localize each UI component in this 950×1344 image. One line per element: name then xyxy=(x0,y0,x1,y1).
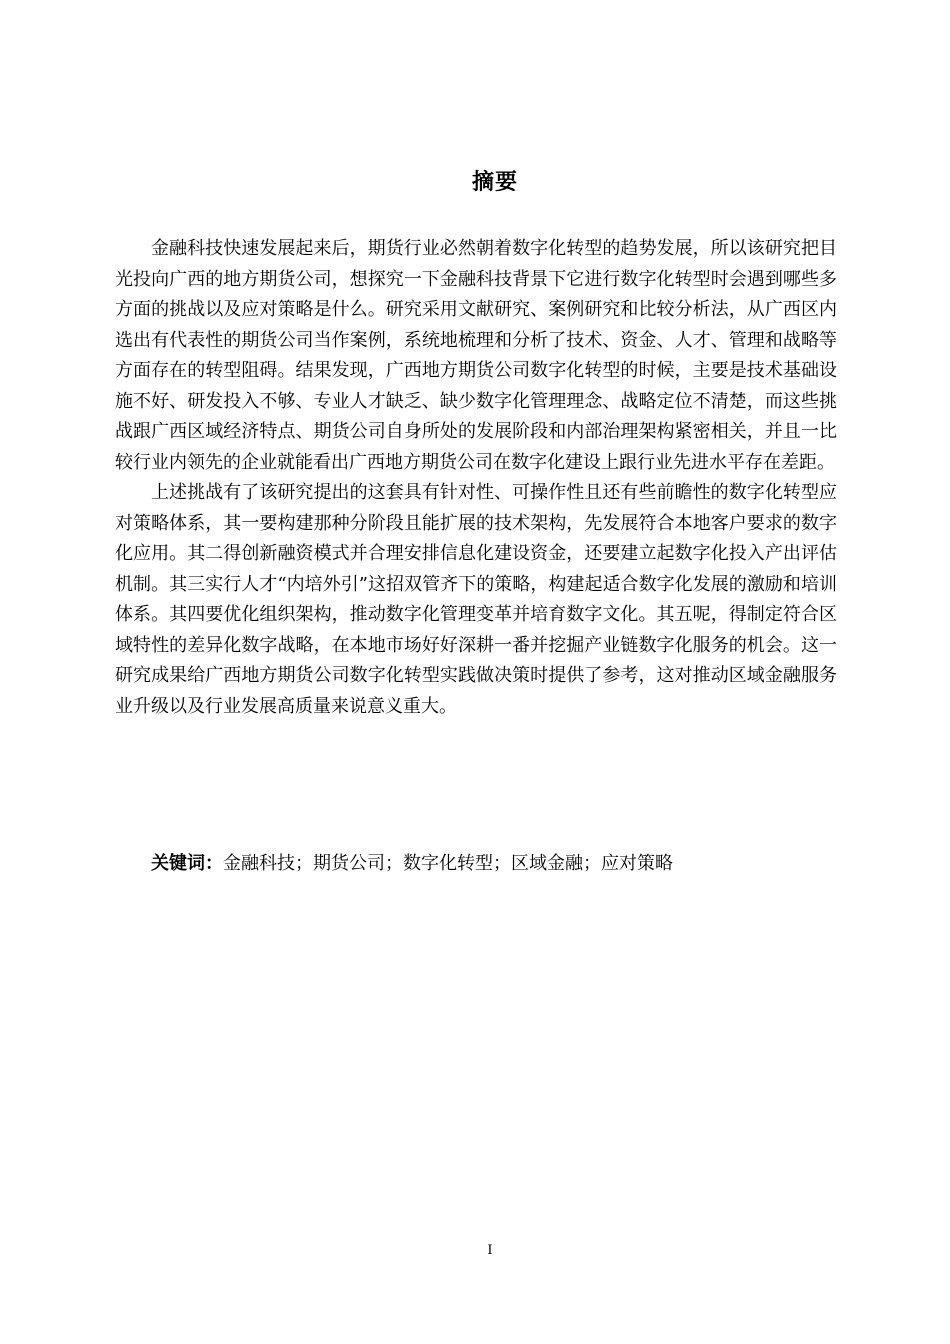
abstract-title: 摘要 xyxy=(471,170,518,195)
abstract-body xyxy=(115,234,837,722)
keywords-text: 金融科技；期货公司；数字化转型；区域金融；应对策略 xyxy=(223,853,673,874)
abstract-paragraph-2: 上述挑战有了该研究提出的这套具有针对性、可操作性且还有些前瞻性的数字化转型应对策略体系，其一要构建那种分阶段且能扩展的技术架构，先发展符合本地客户要求的数字化应用。其二得创新融资模式并合理安排信息化建设资金，还要建立起数字化投入产出评估机制。其三实行人才“内培外引”这招双管齐下的策略，构建起适合数字化发展的激励和培训体系。其四要优化组织架构，推动数字化管理变革并培育数字文化。其五呢，得制定符合区域特性的差异化数字战略，在本地市场好好深耕一番并挖掘产业链数字化服务的机会。这一研究成果给广西地方期货公司数字化转型实践做决策时提供了参考，这对推动区域金融服务业升级以及行业发展高质量来说意义重大。 xyxy=(115,482,837,717)
keywords-label: 关键词： xyxy=(151,853,223,874)
keywords-line xyxy=(151,849,841,879)
abstract-paragraph-1: 金融科技快速发展起来后，期货行业必然朝着数字化转型的趋势发展，所以该研究把目光投向广西的地方期货公司，想探究一下金融科技背景下它进行数字化转型时会遇到哪些多方面的挑战以及应对策略是什么。研究采用文献研究、案例研究和比较分析法，从广西区内选出有代表性的期货公司当作案例，系统地梳理和分析了技术、资金、人才、管理和战略等方面存在的转型阻碍。结果发现，广西地方期货公司数字化转型的时候，主要是技术基础设施不好、研发投入不够、专业人才缺乏、缺少数字化管理理念、战略定位不清楚，而这些挑战跟广西区域经济特点、期货公司自身所处的发展阶段和内部治理架构紧密相关，并且一比较行业内领先的企业就能看出广西地方期货公司在数字化建设上跟行业先进水平存在差距。 xyxy=(115,238,837,473)
page-number: I xyxy=(487,1243,493,1258)
